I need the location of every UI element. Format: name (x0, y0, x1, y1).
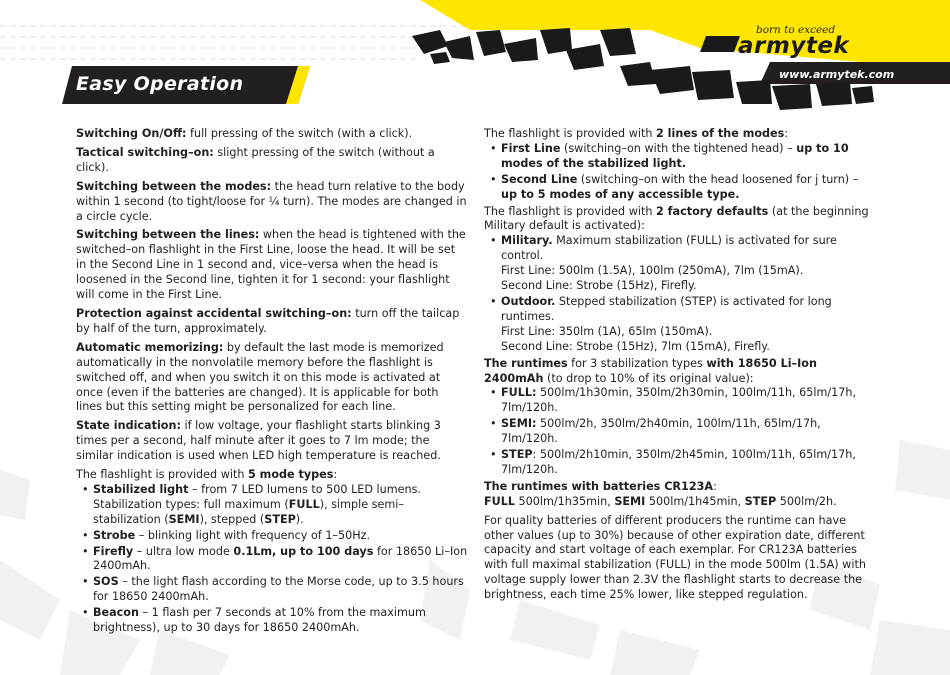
runtimes-intro: The runtimes for 3 stabilization types with 18650 Li–Ion 2400mAh (to drop to 10% of its original value): (484, 356, 817, 385)
list-item: • Outdoor. Stepped stabilization (STEP) is activated for long runtimes. First Line: 350lm (1A), 65lm (150mA). Second Line: Strobe (15Hz), 7lm (15mA), Firefly. (484, 295, 876, 355)
list-item: • FULL: 500lm/1h30min, 350lm/2h30min, 100lm/11h, 65lm/17h, 7lm/120h. (484, 386, 876, 416)
lines-list (484, 142, 876, 203)
list-item: • First Line (switching–on with the tightened head) – up to 10 modes of the stabilized light. (484, 142, 876, 172)
list-item: • Stabilized light – from 7 LED lumens to 500 LED lumens. Stabilization types: full maximum (FULL), simple semi–stabilization (SEMI), stepped (STEP). (76, 483, 468, 528)
switching-lines: Switching between the lines: when the head is tightened with the switched–on flashlight in the First Line, loose the head. It will be set in the Second Line in 1 second and, vice–versa when the head is loosened in the Second line, tighten it for 1 second: your flashlight will come in the First Line. (76, 228, 466, 302)
website-url[interactable]: www.armytek.com (779, 68, 895, 81)
runtimes-list (484, 386, 876, 477)
list-item: • Military. Maximum stabilization (FULL) is activated for sure control. First Line: 500lm (1.5A), 100lm (250mA), 7lm (15mA). Second Line: Strobe (15Hz), Firefly. (484, 234, 876, 294)
list-item: • Second Line (switching–on with the head loosened for j turn) – up to 5 modes of any accessible type. (484, 173, 876, 203)
defaults-list (484, 234, 876, 354)
list-item: • Strobe – blinking light with frequency of 1–50Hz. (76, 529, 468, 544)
section-title: Easy Operation (76, 73, 244, 95)
military-first-line: First Line: 500lm (1.5A), 100lm (250mA), 7lm (15mA). (501, 264, 804, 278)
mode-types-list (76, 483, 468, 636)
cr123-heading: The runtimes with batteries CR123A: (484, 479, 717, 493)
outdoor-second-line: Second Line: Strobe (15Hz), 7lm (15mA), Firefly. (501, 339, 770, 353)
brand-tagline: born to exceed (756, 24, 836, 36)
tactical-switching: Tactical switching–on: slight pressing of the switch (without a click). (76, 145, 435, 174)
list-item: • Beacon – 1 flash per 7 seconds at 10% from the maximum brightness), up to 30 days for 18650 2400mAh. (76, 606, 468, 636)
list-item: • SEMI: 500lm/2h, 350lm/2h40min, 100lm/11h, 65lm/17h, 7lm/120h. (484, 417, 876, 447)
protection-switching: Protection against accidental switching–on: turn off the tailcap by half of the turn, approximately. (76, 306, 460, 335)
modes-intro: The flashlight is provided with 5 mode types: (76, 468, 338, 482)
lines-intro: The flashlight is provided with 2 lines of the modes: (484, 127, 789, 140)
logo-mark (700, 36, 740, 52)
left-column (76, 127, 468, 638)
brand-logo: armytek (738, 33, 850, 59)
quality-note: For quality batteries of different producers the runtime can have other values (up to 30%) because of other expiration date, different capacity and start voltage of each exemplar. For CR123A batteries with full maximal stabilization (FULL) in the mode 500lm (1.5A) with voltage supply lower than 2.3V the flashlight starts to decrease the brightness, each time 25% lower, like stepped regulation. (484, 513, 866, 602)
list-item: • STEP: 500lm/2h10min, 350lm/2h45min, 100lm/11h, 65lm/17h, 7lm/120h. (484, 448, 876, 478)
state-indication: State indication: if low voltage, your flashlight starts blinking 3 times per a second, half minute after it goes to 7 lm mode; the similar indication is used when LED high temperature is reached. (76, 419, 441, 463)
outdoor-first-line: First Line: 350lm (1A), 65lm (150mA). (501, 324, 713, 338)
cr123-values: FULL 500lm/1h35min, SEMI 500lm/1h45min, STEP 500lm/2h. (484, 494, 837, 508)
automatic-memorizing: Automatic memorizing: by default the last mode is memorized automatically in the nonvolatile memory before the flashlight is switched off, and when you switch it on this mode is activated at once (even if the batteries are changed). It is applicable for both lines but this setting might be personalized for each line. (76, 340, 444, 414)
switching-modes: Switching between the modes: the head turn relative to the body within 1 second (to tight/loose for ¼ turn). The modes are changed in a circle cycle. (76, 179, 467, 223)
defaults-intro: The flashlight is provided with 2 factory defaults (at the beginning Military default is activated): (484, 204, 869, 233)
switching-on-off: Switching On/Off: full pressing of the switch (with a click). (76, 127, 413, 140)
list-item: • Firefly – ultra low mode 0.1Lm, up to 100 days for 18650 Li–Ion 2400mAh. (76, 545, 468, 575)
military-second-line: Second Line: Strobe (15Hz), Firefly. (501, 279, 697, 293)
right-column (484, 127, 876, 607)
list-item: • SOS – the light flash according to the Morse code, up to 3.5 hours for 18650 2400mAh. (76, 575, 468, 605)
